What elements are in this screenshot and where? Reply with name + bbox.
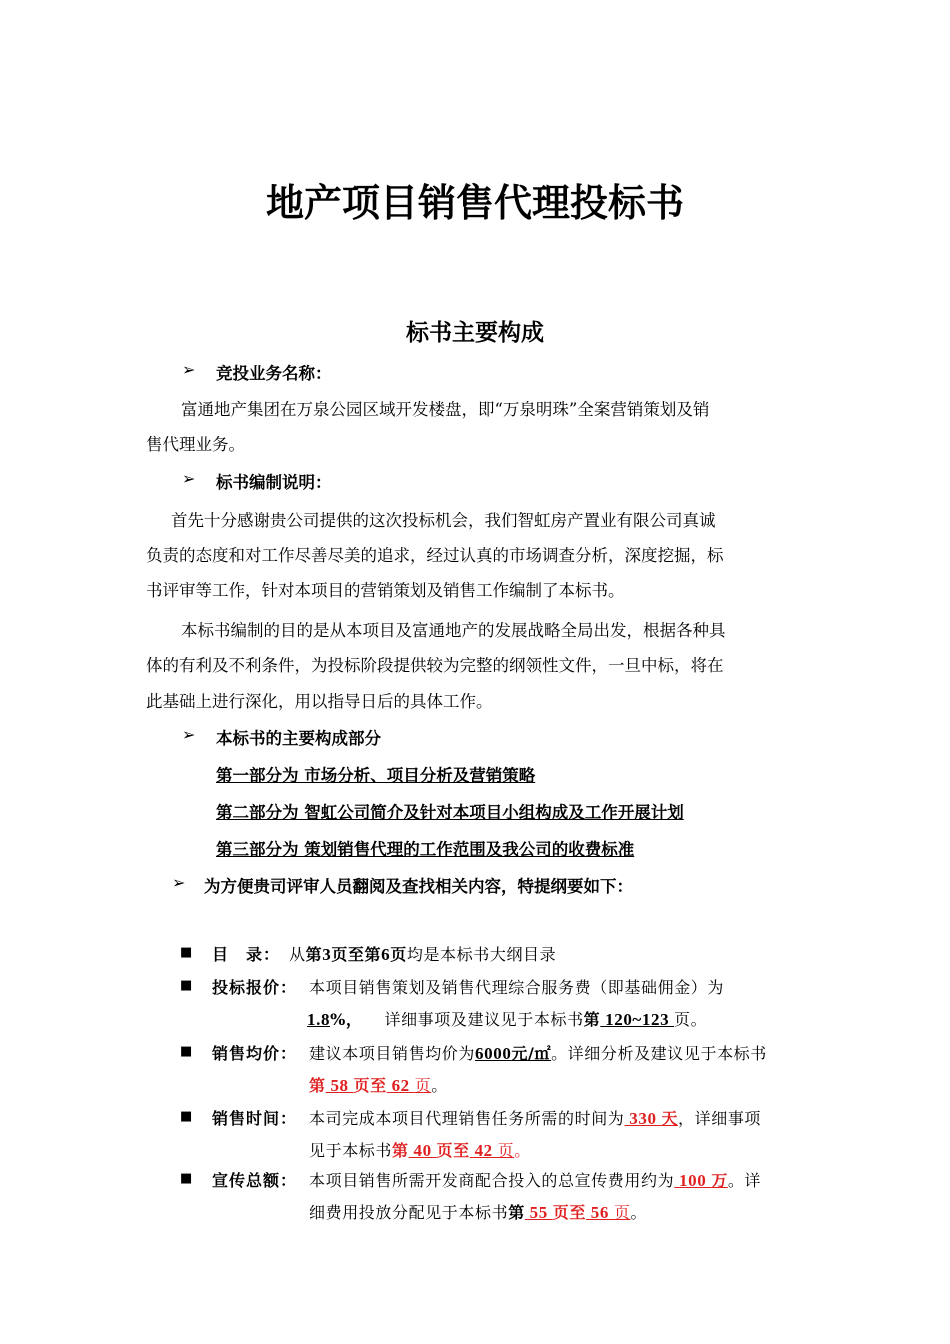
- bullet-square-icon: ■: [180, 1171, 193, 1186]
- sales-time-pages: 见于本标书第 40 页至 42 页。: [309, 1141, 531, 1160]
- paragraph-line: 此基础上进行深化，用以指导日后的具体工作。: [146, 692, 493, 711]
- fee-detail: 1.8%， 详细事项及建议见于本标书第 120~123 页。: [307, 1010, 708, 1029]
- avg-price-pages: 第 58 页至 62 页。: [309, 1076, 448, 1095]
- composition-heading: 本标书的主要构成部分: [216, 729, 381, 748]
- part-link[interactable]: 第三部分为 策划销售代理的工作范围及我公司的收费标准: [216, 840, 635, 859]
- bullet-square-icon: ■: [180, 1044, 193, 1059]
- business-name-heading: 竞投业务名称：: [216, 364, 332, 383]
- promo-pages: 细费用投放分配见于本标书第 55 页至 56 页。: [309, 1203, 648, 1222]
- bullet-arrow-icon: ➢: [182, 725, 196, 744]
- promo-text: 本项目销售所需开发商配合投入的总宣传费用约为 100 万。详: [309, 1171, 762, 1190]
- document-title: 地产项目销售代理投标书: [265, 180, 684, 225]
- paragraph-line: 书评审等工作，针对本项目的营销策划及销售工作编制了本标书。: [146, 581, 625, 600]
- toc-label: 目 录：: [212, 945, 281, 964]
- avg-price-label: 销售均价：: [212, 1044, 298, 1063]
- avg-price-text: 建议本项目销售均价为6000元/㎡。详细分析及建议见于本标书: [309, 1044, 767, 1063]
- part-link[interactable]: 第一部分为 市场分析、项目分析及营销策略: [216, 766, 536, 785]
- bullet-arrow-icon: ➢: [182, 469, 196, 488]
- bullet-arrow-icon: ➢: [182, 360, 196, 379]
- section-title: 标书主要构成: [406, 319, 544, 346]
- bullet-square-icon: ■: [180, 978, 193, 993]
- bullet-square-icon: ■: [180, 945, 193, 960]
- toc-text: 从第3页至第6页均是本标书大纲目录: [289, 945, 557, 964]
- paragraph-line: 本标书编制的目的是从本项目及富通地产的发展战略全局出发，根据各种具: [181, 621, 726, 640]
- description-heading: 标书编制说明：: [216, 473, 332, 492]
- paragraph-line: 体的有利及不利条件，为投标阶段提供较为完整的纲领性文件，一旦中标，将在: [146, 656, 724, 675]
- fee-label: 投标报价：: [212, 978, 298, 997]
- paragraph-line: 负责的态度和对工作尽善尽美的追求，经过认真的市场调查分析，深度挖掘，标: [146, 546, 724, 565]
- paragraph-line: 首先十分感谢贵公司提供的这次投标机会，我们智虹房产置业有限公司真诚: [171, 511, 716, 530]
- sales-time-label: 销售时间：: [212, 1109, 298, 1128]
- bullet-square-icon: ■: [180, 1109, 193, 1124]
- paragraph-line: 富通地产集团在万泉公园区域开发楼盘，即“万泉明珠”全案营销策划及销: [181, 400, 710, 419]
- paragraph-line: 售代理业务。: [146, 435, 245, 454]
- sales-time-text: 本司完成本项目代理销售任务所需的时间为 330 天，详细事项: [309, 1109, 762, 1128]
- outline-intro: 为方便贵司评审人员翻阅及查找相关内容，特提纲要如下：: [204, 877, 633, 896]
- fee-text: 本项目销售策划及销售代理综合服务费（即基础佣金）为: [309, 978, 725, 997]
- part-link[interactable]: 第二部分为 智虹公司简介及针对本项目小组构成及工作开展计划: [216, 803, 684, 822]
- bullet-arrow-icon: ➢: [172, 873, 186, 892]
- promo-label: 宣传总额：: [212, 1171, 298, 1190]
